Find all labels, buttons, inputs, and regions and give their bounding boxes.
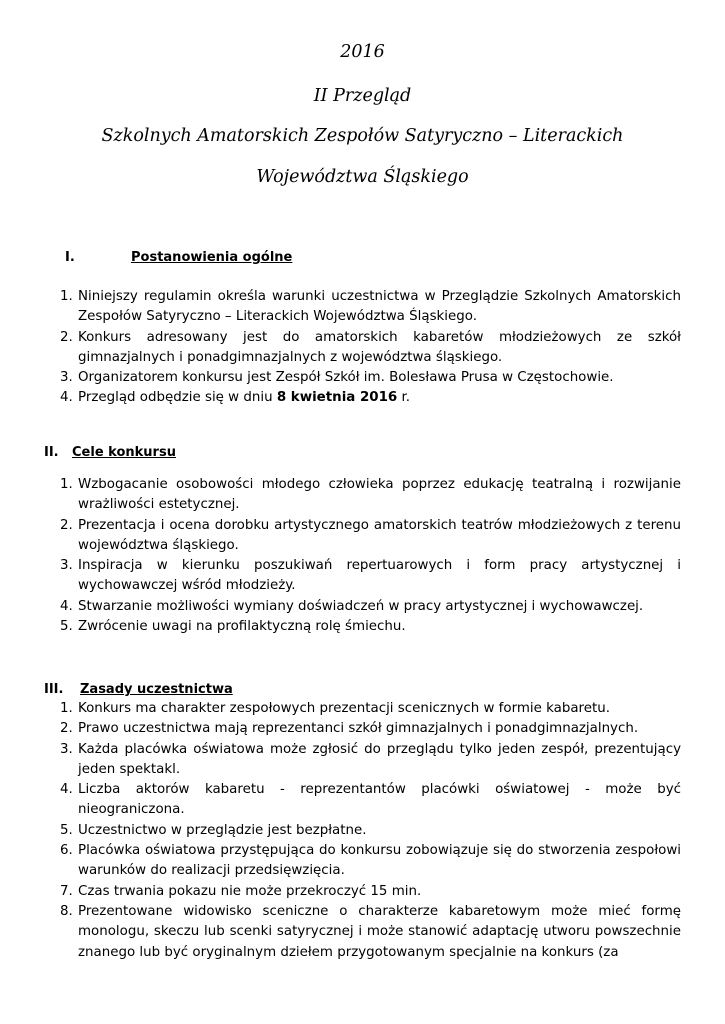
section-number: II. [44, 445, 59, 460]
title-edition: II Przegląd [313, 86, 412, 106]
list-item: 1. Niniejszy regulamin określa warunki uczestnictwa w Przeglądzie Szkolnych Amatorskich Zespołów Satyryczno – Literackich Województwa Śląskiego. [60, 289, 681, 325]
list-item: 1. Wzbogacanie osobowości młodego człowieka poprzez edukację teatralną i rozwijanie wrażliwości estetycznej. [60, 477, 681, 513]
list-item: 2. Konkurs adresowany jest do amatorskich kabaretów młodzieżowych ze szkół gimnazjalnych i ponadgimnazjalnych z województwa śląskiego. [60, 329, 681, 365]
list-item: 3. Każda placówka oświatowa może zgłosić do przeglądu tylko jeden zespół, prezentujący jeden spektakl. [60, 741, 681, 777]
list-item: 7. Czas trwania pokazu nie może przekroczyć 15 min. [60, 883, 422, 899]
list-item: 5. Uczestnictwo w przeglądzie jest bezpłatne. [60, 822, 367, 838]
section-number: III. [44, 682, 64, 697]
list-item: 2. Prawo uczestnictwa mają reprezentanci szkół gimnazjalnych i ponadgimnazjalnych. [60, 721, 639, 737]
section-number: I. [65, 250, 75, 265]
list-item: 2. Prezentacja i ocena dorobku artystycznego amatorskich teatrów młodzieżowych z terenu województwa śląskiego. [60, 517, 681, 553]
title-name: Szkolnych Amatorskich Zespołów Satyryczno – Literackich [101, 126, 624, 146]
list-item: 6. Placówka oświatowa przystępująca do konkursu zobowiązuje się do stworzenia zespołowi warunków do realizacji przedsięwzięcia. [60, 843, 681, 879]
list-item: 3. Organizatorem konkursu jest Zespół Szkół im. Bolesława Prusa w Częstochowie. [60, 370, 614, 386]
list-item: 1. Konkurs ma charakter zespołowych prezentacji scenicznych w formie kabaretu. [60, 701, 610, 716]
section-title: Zasady uczestnictwa [80, 682, 233, 697]
section-1-list [60, 287, 681, 409]
list-item: 8. Prezentowane widowisko sceniczne o charakterze kabaretowym może mieć formę monologu, skeczu lub scenki satyrycznej i może stanowić adaptację utworu powszechnie znanego lub być oryginalnym dziełem przygotowanym specjalnie na konkurs (za [60, 903, 681, 960]
list-item: 5. Zwrócenie uwagi na profilaktyczną rolę śmiechu. [60, 619, 406, 635]
title-region: Województwa Śląskiego [256, 167, 469, 187]
section-heading-3 [44, 682, 233, 697]
title-year: 2016 [340, 42, 385, 62]
section-3-list [60, 699, 681, 963]
list-item: 3. Inspiracja w kierunku poszukiwań repertuarowych i form pracy artystycznej i wychowawczej wśród młodzieży. [60, 558, 681, 594]
list-item: 4. Stwarzanie możliwości wymiany doświadczeń w pracy artystycznej i wychowawczej. [60, 598, 644, 614]
section-heading-1 [65, 250, 292, 265]
section-title: Postanowienia ogólne [131, 250, 293, 265]
list-item: 4. Liczba aktorów kabaretu - reprezentantów placówki oświatowej - może być nieograniczona. [60, 782, 681, 818]
list-item: 4. Przegląd odbędzie się w dniu 8 kwietnia 2016 r. [60, 390, 411, 406]
section-heading-2 [44, 445, 176, 460]
section-2-list [60, 475, 681, 637]
section-title: Cele konkursu [72, 445, 176, 460]
